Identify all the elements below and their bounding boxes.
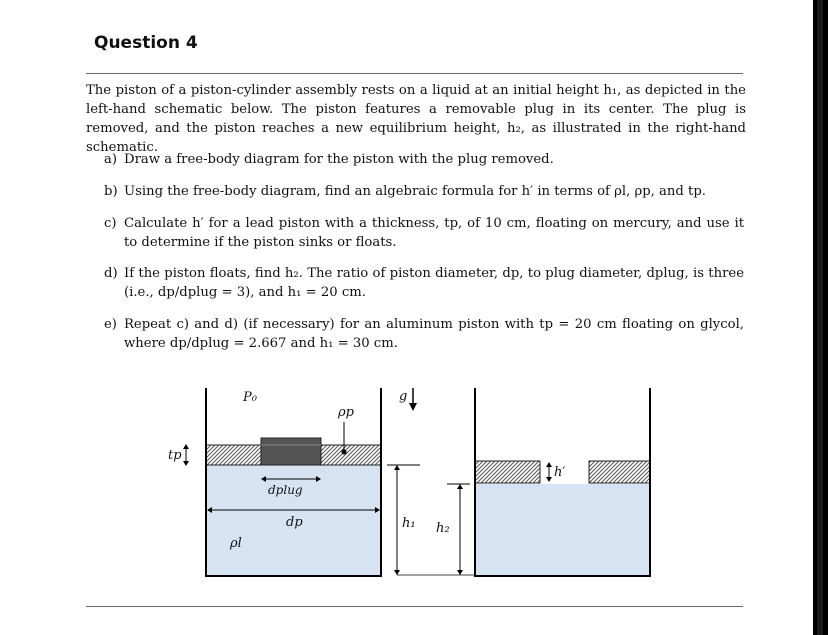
divider-bottom xyxy=(86,606,743,607)
item-text: Repeat c) and d) (if necessary) for an aluminum piston with tp = 20 cm floating on glycol, where dp/dplug = 2.667 and h₁ = 30 cm. xyxy=(124,317,744,351)
piston-right-right-half xyxy=(589,461,650,483)
p0-label: P₀ xyxy=(243,390,257,405)
rho-l-label: ρl xyxy=(230,536,242,551)
item-text: Draw a free-body diagram for the piston with the plug removed. xyxy=(124,152,554,167)
item-label: c) xyxy=(104,216,117,231)
item-text: If the piston floats, find h₂. The ratio of piston diameter, dp, to plug diameter, dplug, is three (i.e., dp/dplug = 3), and h₁ = 20 cm. xyxy=(124,266,744,300)
g-label: g xyxy=(399,389,408,404)
scrollbar[interactable] xyxy=(813,0,828,635)
question-heading: Question 4 xyxy=(94,33,198,53)
piston-right-left-half xyxy=(475,461,540,483)
item-label: e) xyxy=(104,317,117,332)
piston-plug xyxy=(261,438,321,465)
item-label: b) xyxy=(104,184,118,199)
h1-label: h₁ xyxy=(402,516,416,531)
d-p-label: dp xyxy=(286,515,303,530)
item-text: Using the free-body diagram, find an algebraic formula for h′ in terms of ρl, ρp, and tp. xyxy=(124,184,706,199)
item-text: Calculate h′ for a lead piston with a thickness, tp, of 10 cm, floating on mercury, and use it to determine if the piston sinks or floats. xyxy=(124,216,744,250)
d-plug-label: dplug xyxy=(268,483,303,497)
rho-p-pointer xyxy=(342,450,347,455)
scrollbar-thumb[interactable] xyxy=(817,0,823,635)
rho-p-label: ρp xyxy=(338,405,354,420)
h2-label: h₂ xyxy=(436,521,450,536)
tp-label: tp xyxy=(168,448,182,463)
liquid-right xyxy=(475,484,650,576)
h-prime-label: h′ xyxy=(554,465,566,480)
intro-paragraph: The piston of a piston-cylinder assembly rests on a liquid at an initial height h₁, as depicted in the left-hand schematic below. The piston features a removable plug in its center. The plug is removed, and the piston reaches a new equilibrium height, h₂, as illustrated in the right-hand schematic. xyxy=(86,83,746,155)
item-label: d) xyxy=(104,266,118,281)
item-label: a) xyxy=(104,152,118,167)
